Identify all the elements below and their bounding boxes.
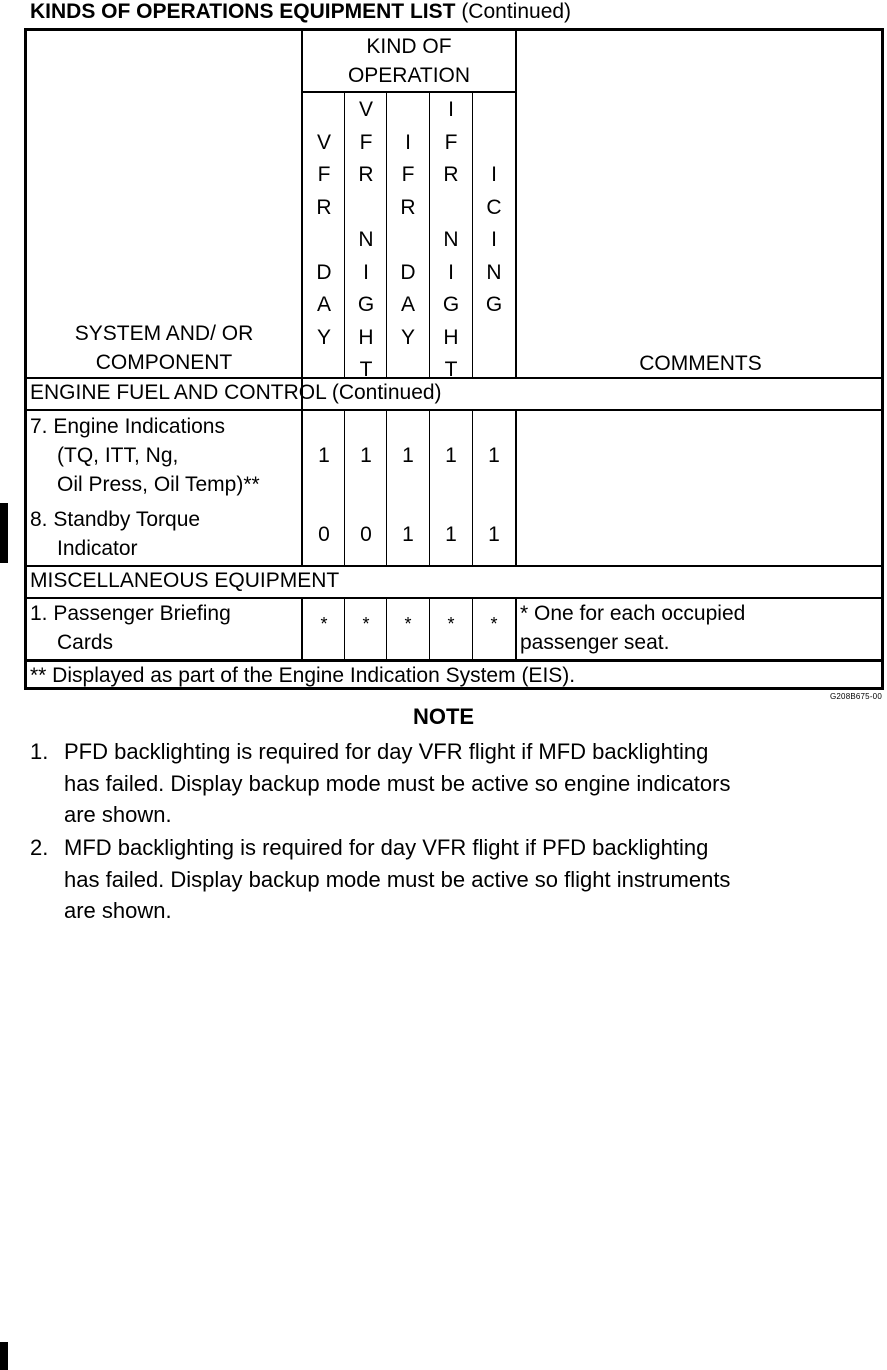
column-icing [473, 94, 515, 387]
page-title-bold: KINDS OF OPERATIONS EQUIPMENT LIST [30, 0, 456, 23]
component-header-line1: SYSTEM AND/ OR [74, 322, 254, 345]
col-letter: I [491, 228, 497, 251]
col-letter: R [443, 163, 459, 186]
comments-header: COMMENTS [639, 352, 762, 375]
col-letter: I [405, 130, 411, 154]
col-letter [303, 94, 345, 127]
col-letter: F [317, 163, 331, 186]
col-letter: N [358, 228, 374, 251]
col-letter: R [400, 195, 416, 219]
column-vfr-day [303, 94, 345, 387]
col-letter [473, 94, 515, 127]
value-vfr-day: 1 [318, 444, 330, 467]
change-bar-bottom [0, 1342, 8, 1370]
col-letter [387, 94, 429, 127]
value-icing: * [490, 614, 498, 634]
col-letter: V [358, 98, 373, 121]
col-letter: H [443, 325, 459, 349]
value-ifr-day: 1 [402, 523, 414, 546]
item-line: (TQ, ITT, Ng, [57, 444, 179, 467]
value-ifr-day: * [404, 614, 412, 634]
value-icing: 1 [488, 444, 500, 467]
column-ifr-night [430, 94, 472, 387]
divider [301, 91, 517, 93]
value-vfr-day: 0 [318, 523, 330, 546]
col-letter [387, 224, 429, 257]
divider [515, 31, 517, 379]
col-letter: F [359, 130, 373, 154]
note-line: has failed. Display backup mode must be active so engine indicators [64, 770, 731, 796]
col-letter: Y [316, 325, 331, 349]
value-ifr-night: * [447, 614, 455, 634]
col-letter: G [485, 293, 503, 316]
table-row-standby-torque [30, 505, 200, 563]
component-header-line2: COMPONENT [95, 351, 233, 374]
col-letter: T [444, 358, 458, 381]
note-line: PFD backlighting is required for day VFR flight if MFD backlighting [64, 739, 709, 764]
col-letter [473, 354, 515, 387]
col-letter: I [448, 98, 454, 121]
kind-of-operation-header [303, 32, 515, 90]
item-line: 1. Passenger Briefing [30, 602, 231, 625]
item-line: 8. Standby Torque [30, 508, 201, 531]
col-letter: C [486, 195, 502, 219]
col-letter: A [316, 293, 331, 316]
kind-header-line1: KIND OF [366, 35, 452, 58]
column-vfr-night [345, 94, 387, 387]
note-text [64, 832, 864, 927]
col-letter: R [358, 163, 374, 186]
item-line: Indicator [57, 537, 138, 560]
section-title-misc: MISCELLANEOUS EQUIPMENT [30, 569, 340, 592]
value-vfr-night: 0 [360, 523, 372, 546]
col-letter: Y [400, 325, 415, 349]
note-title: NOTE [412, 704, 475, 729]
col-letter [303, 224, 345, 257]
value-ifr-night: 1 [445, 523, 457, 546]
col-letter: V [316, 130, 331, 154]
table-footnote: ** Displayed as part of the Engine Indication System (EIS). [30, 664, 576, 687]
note-line: has failed. Display backup mode must be active so flight instruments [64, 866, 731, 892]
divider [27, 409, 884, 411]
col-letter: I [448, 260, 454, 284]
component-header [27, 319, 301, 377]
value-vfr-night: * [362, 614, 370, 634]
figure-code: G208B675-00 [829, 692, 882, 701]
note-number: 1. [30, 739, 49, 764]
col-letter: D [400, 260, 416, 284]
col-letter: F [444, 130, 458, 154]
col-letter [430, 192, 472, 225]
value-ifr-night: 1 [445, 444, 457, 467]
col-letter: F [401, 163, 415, 186]
col-letter: G [357, 293, 375, 316]
page-title-continued: (Continued) [461, 0, 572, 23]
value-icing: 1 [488, 523, 500, 546]
note-number: 2. [30, 835, 49, 860]
kind-header-line2: OPERATION [347, 64, 471, 87]
note-line: are shown. [64, 898, 172, 923]
value-ifr-day: 1 [402, 444, 414, 467]
page-title [30, 0, 571, 24]
col-letter: I [491, 163, 497, 186]
col-letter: G [442, 293, 460, 316]
col-letter: T [359, 358, 373, 381]
table-row-briefing-cards [30, 599, 231, 657]
value-vfr-day: * [320, 614, 328, 634]
note-line: MFD backlighting is required for day VFR flight if PFD backlighting [64, 835, 709, 860]
table-row-engine-indications [30, 412, 260, 499]
divider [515, 409, 517, 567]
comment-line: * One for each occupied [520, 602, 746, 625]
col-letter: A [400, 293, 415, 316]
value-vfr-night: 1 [360, 444, 372, 467]
comment-line: passenger seat. [520, 631, 670, 654]
col-letter [345, 192, 387, 225]
col-letter: N [443, 228, 459, 251]
item-line: 7. Engine Indications [30, 415, 225, 438]
comment-briefing-cards [520, 599, 745, 657]
item-line: Oil Press, Oil Temp)** [57, 473, 260, 496]
note-line: are shown. [64, 802, 172, 827]
divider [515, 597, 517, 661]
column-ifr-day [387, 94, 429, 387]
section-title-engine: ENGINE FUEL AND CONTROL (Continued) [30, 381, 442, 404]
equipment-table [24, 28, 884, 690]
col-letter: R [316, 195, 332, 219]
change-bar [0, 503, 8, 563]
col-letter: I [363, 260, 369, 284]
col-letter: H [358, 325, 374, 349]
note-text [64, 736, 864, 831]
col-letter: D [316, 260, 332, 284]
item-line: Cards [57, 631, 114, 654]
col-letter: N [486, 260, 502, 284]
col-letter [473, 322, 515, 355]
col-letter [473, 127, 515, 160]
